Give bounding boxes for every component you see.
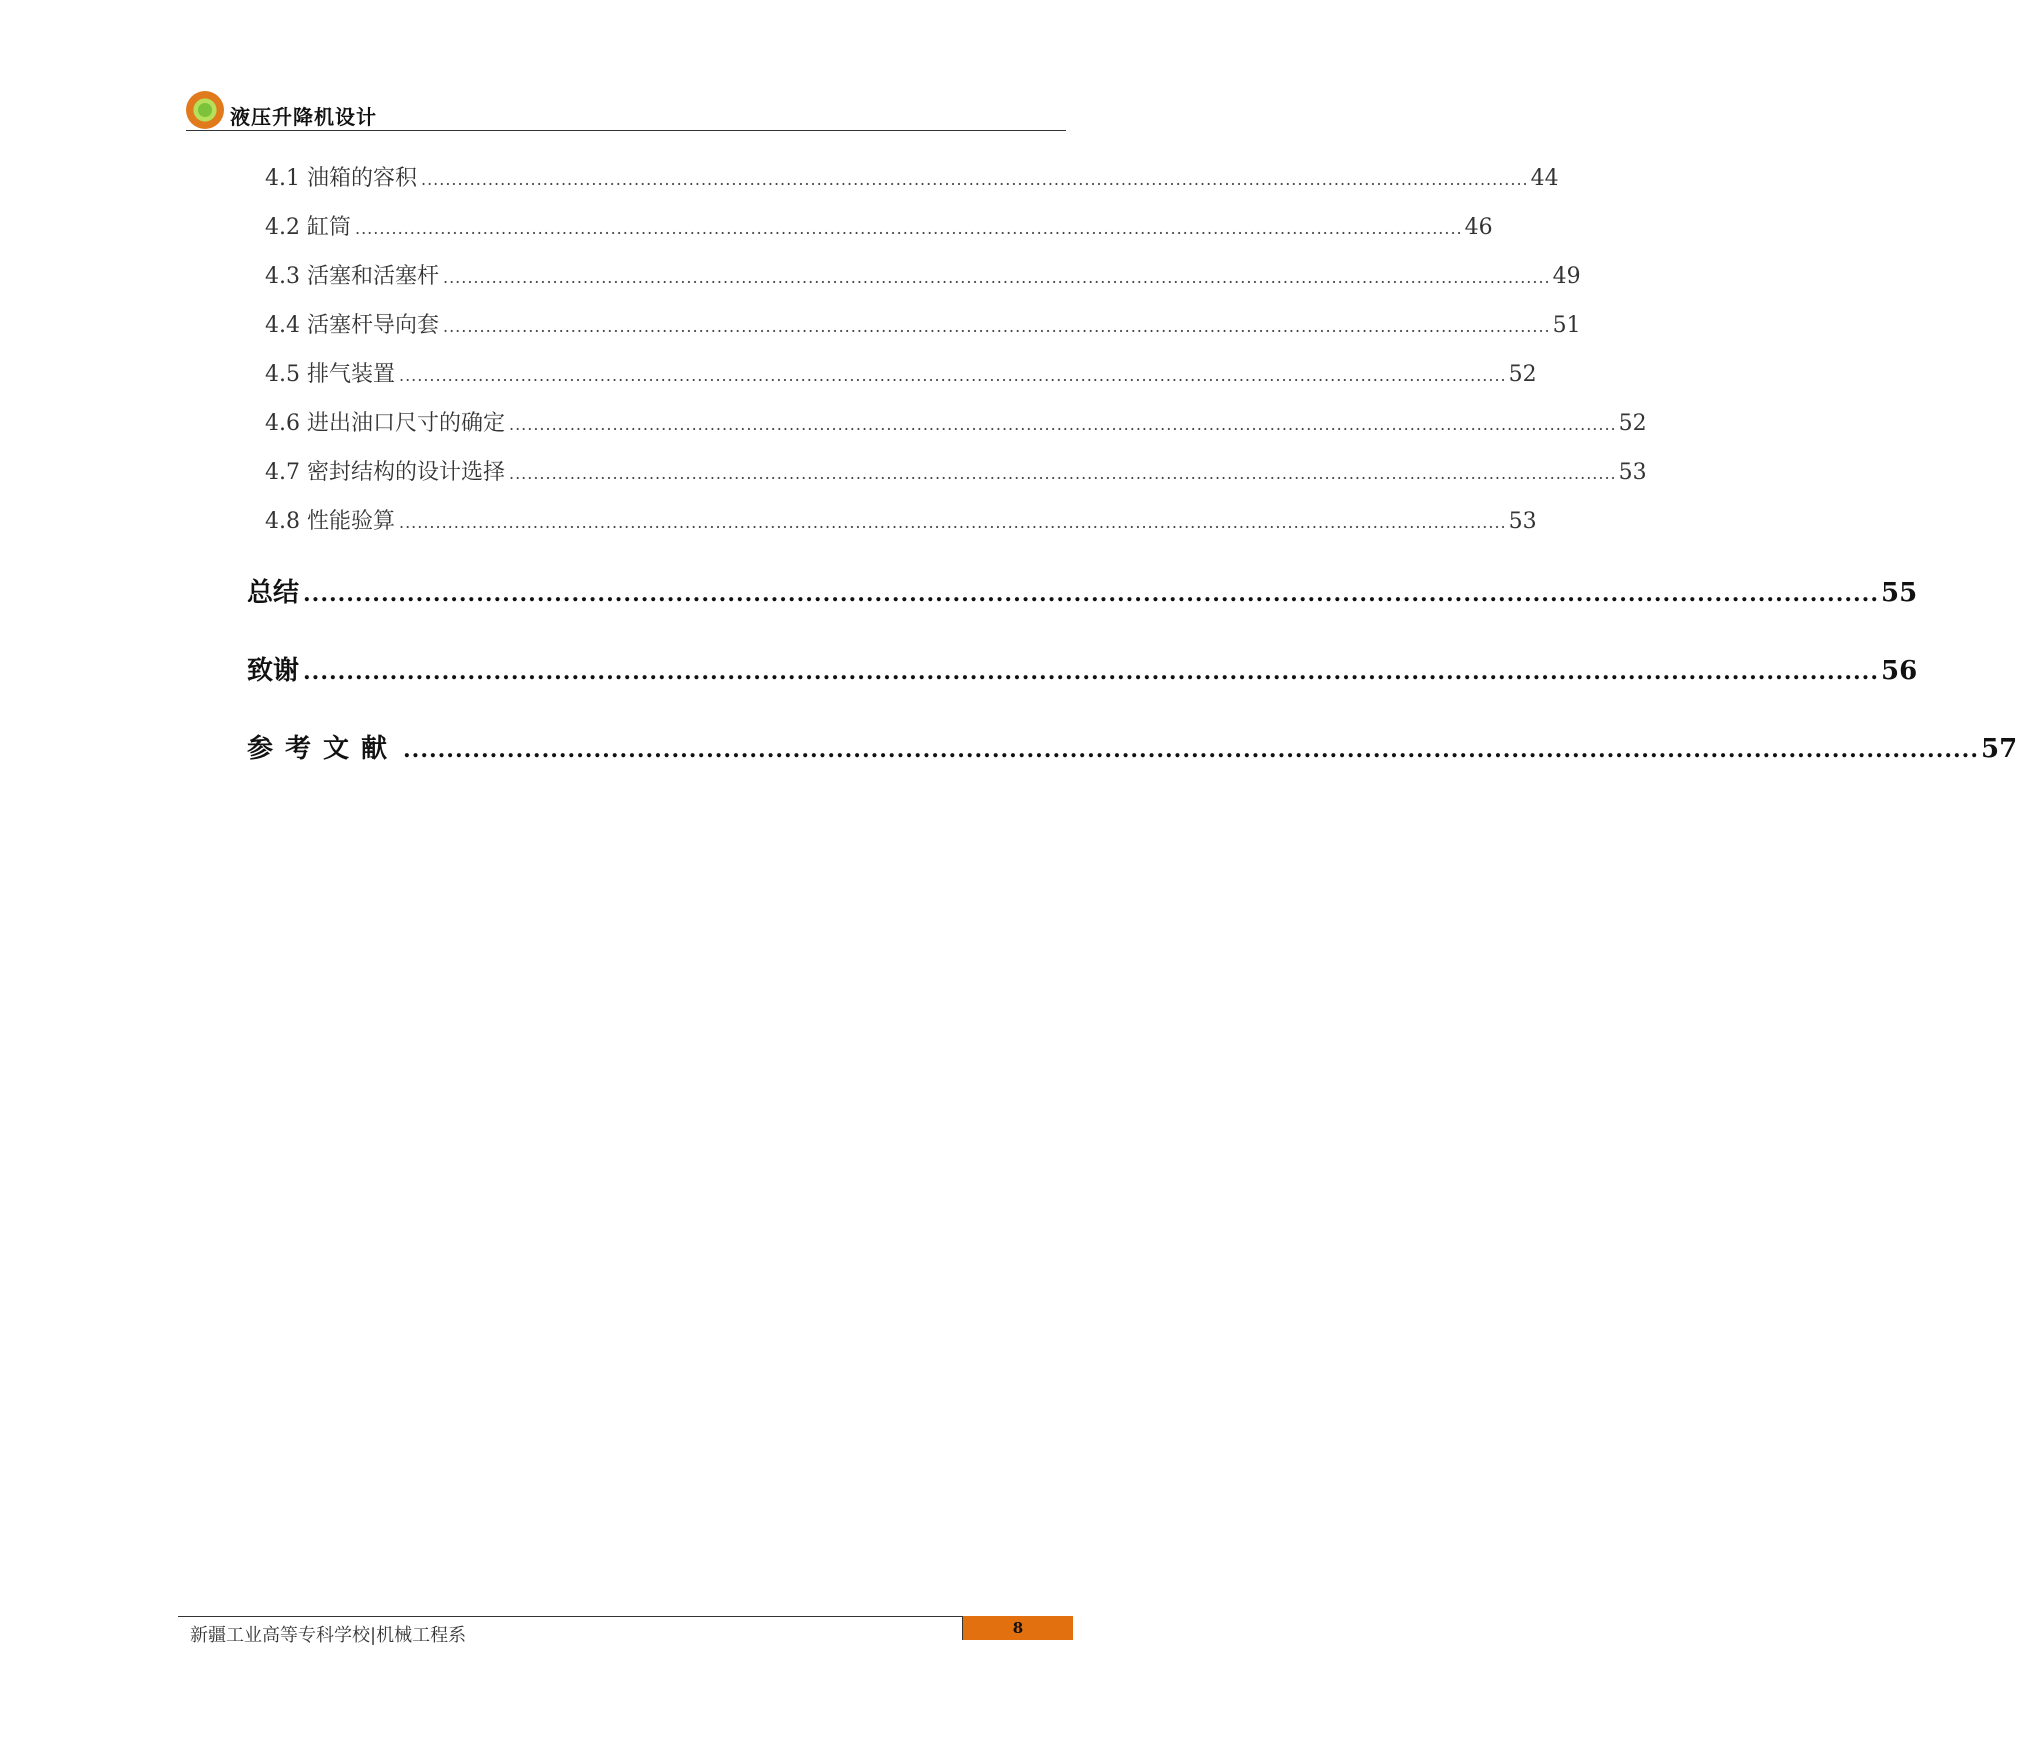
toc-leader: ...................................................................................................................................................................................... [508, 464, 1617, 483]
toc-entry[interactable] [265, 210, 1493, 241]
toc-leader: ...................................................................................................................................................................................... [398, 513, 1507, 532]
page-header [186, 88, 1066, 132]
toc-entry[interactable] [265, 308, 1581, 339]
toc-entry[interactable] [265, 504, 1537, 535]
toc-chapter-page: 57 [1981, 734, 2017, 764]
school-emblem-icon [186, 91, 224, 129]
page-number-badge [962, 1616, 1073, 1640]
toc-entry-page: 49 [1552, 264, 1581, 289]
toc-chapter-label: 致谢 [247, 656, 300, 686]
header-divider [186, 130, 1066, 131]
toc-entry[interactable] [265, 406, 1647, 437]
toc-entry[interactable] [265, 259, 1581, 290]
toc-entry-label: 4.2 缸筒 [265, 215, 351, 240]
toc-leader: ...................................................................................................................................................................................... [403, 737, 1979, 763]
page-number: 8 [1012, 1619, 1024, 1637]
toc-chapter-label: 参考文献 [247, 734, 400, 764]
toc-leader: ...................................................................................................................................................................................... [354, 219, 1463, 238]
toc-leader: ...................................................................................................................................................................................... [303, 581, 1879, 607]
toc-chapter-label: 总结 [247, 578, 300, 608]
toc-entry-label: 4.5 排气装置 [265, 362, 395, 387]
toc-chapter-page: 55 [1881, 578, 1918, 608]
toc-entry-label: 4.7 密封结构的设计选择 [265, 460, 505, 485]
toc-entry-label: 4.3 活塞和活塞杆 [265, 264, 439, 289]
toc-chapter-entry[interactable] [247, 650, 1918, 687]
toc-entry-page: 46 [1464, 215, 1493, 240]
toc-entry-page: 53 [1618, 460, 1647, 485]
toc-leader: ...................................................................................................................................................................................... [303, 659, 1879, 685]
toc-entry[interactable] [265, 455, 1647, 486]
toc-leader: ...................................................................................................................................................................................... [442, 268, 1551, 287]
toc-entry-label: 4.4 活塞杆导向套 [265, 313, 439, 338]
toc-entry-page: 53 [1508, 509, 1537, 534]
toc-leader: ...................................................................................................................................................................................... [398, 366, 1507, 385]
toc-chapter-entry[interactable] [247, 572, 1918, 609]
toc-entry-label: 4.1 油箱的容积 [265, 166, 417, 191]
footer-divider [178, 1616, 1072, 1617]
footer-institution: 新疆工业高等专科学校|机械工程系 [190, 1625, 467, 1646]
toc-leader: ...................................................................................................................................................................................... [442, 317, 1551, 336]
toc-entry[interactable] [265, 357, 1537, 388]
header-title: 液压升降机设计 [230, 105, 377, 129]
toc-entry-page: 51 [1552, 313, 1581, 338]
toc-chapter-entry[interactable] [247, 728, 2017, 765]
toc-entry-label: 4.6 进出油口尺寸的确定 [265, 411, 505, 436]
toc-entry-page: 44 [1530, 166, 1559, 191]
toc-leader: ...................................................................................................................................................................................... [508, 415, 1617, 434]
toc-leader: ...................................................................................................................................................................................... [420, 170, 1529, 189]
toc-entry[interactable] [265, 161, 1559, 192]
toc-entry-label: 4.8 性能验算 [265, 509, 395, 534]
toc-entry-page: 52 [1618, 411, 1647, 436]
toc-entry-page: 52 [1508, 362, 1537, 387]
toc-chapter-page: 56 [1881, 656, 1918, 686]
